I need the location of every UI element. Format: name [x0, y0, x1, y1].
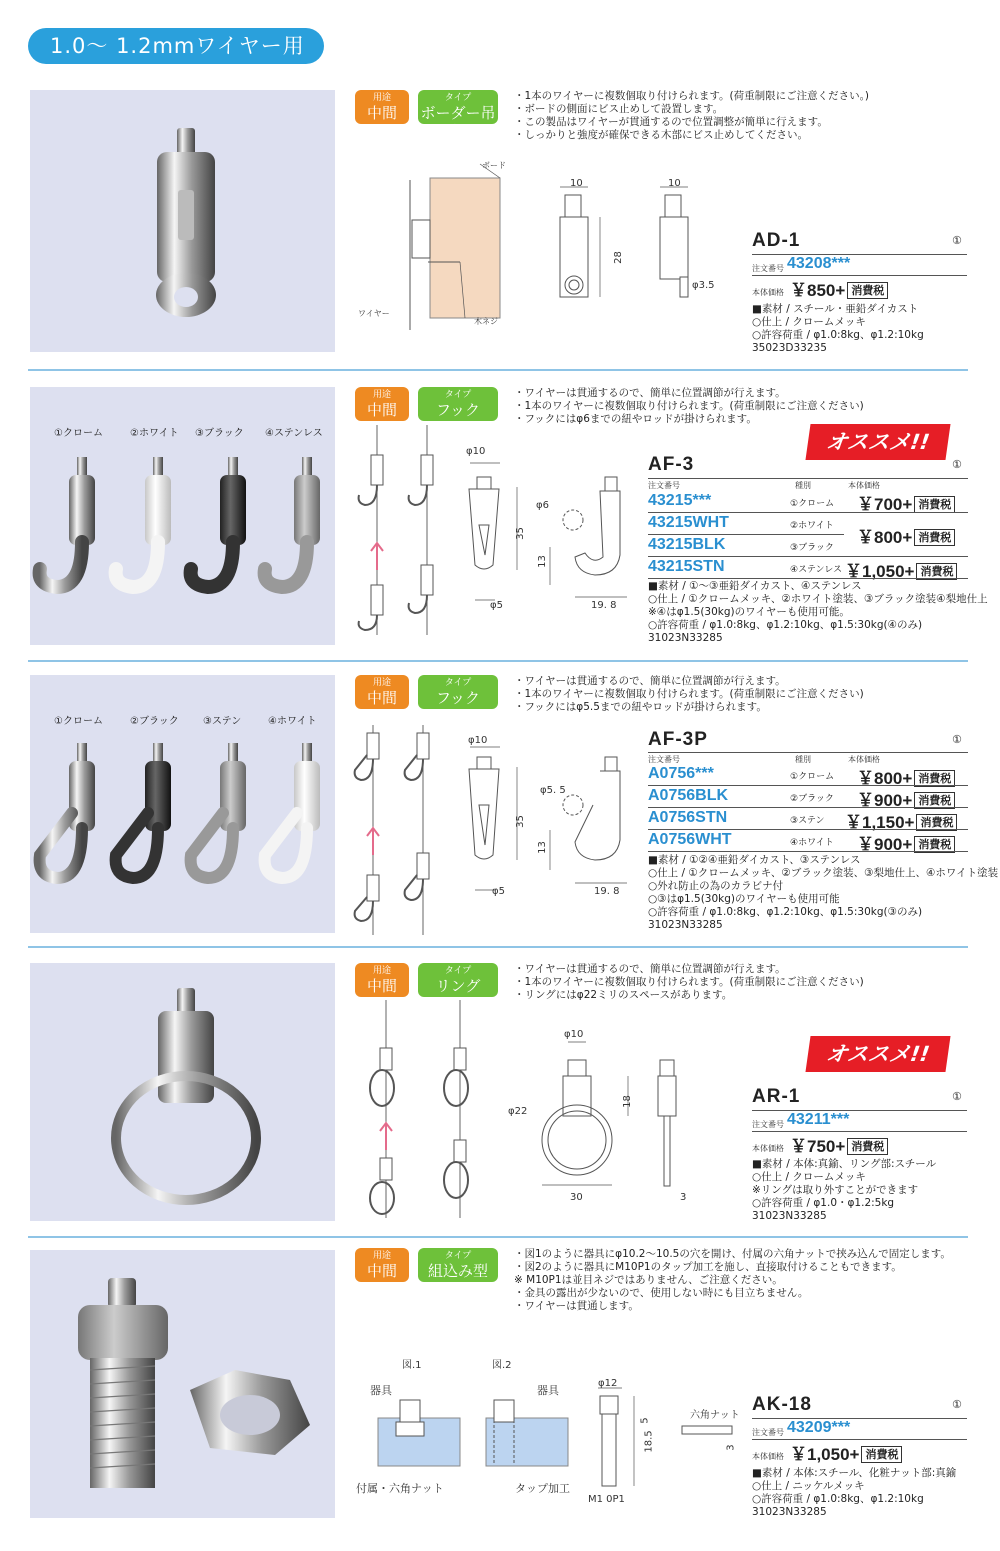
ad1-notes: ・1本のワイヤーに複数個取り付けられます。(荷重制限にご注意ください。) ・ボードの側面にビス止めして設置します。 ・この製品はワイヤーが貫通するので位置調整が簡単に行えます。 ・しっかりと強度が確保できる木部にビス止めしてください。	[514, 90, 869, 141]
ad1-spec: ■素材 / スチール・亜鉛ダイカスト ○仕上 / クロームメッキ ○許容荷重 / φ1.0:8kg、φ1.2:10kg 35023D33235	[752, 303, 924, 354]
dim-30: 30	[570, 1192, 583, 1203]
order-number: A0756WHT	[648, 831, 732, 848]
model-rule	[648, 478, 968, 479]
price: ￥1,050+ 消費税	[845, 557, 957, 582]
dim-28: 28	[612, 251, 624, 264]
dim-13: 13	[536, 841, 548, 854]
dim-phi35: φ3.5	[692, 280, 715, 291]
dim-198: 19. 8	[591, 600, 617, 611]
order-number: A0756***	[648, 765, 714, 782]
price: ￥1,150+ 消費税	[845, 808, 957, 833]
order-number: 43215BLK	[648, 536, 726, 553]
dim-phi10: φ10	[564, 1029, 584, 1040]
dim-phi12: φ12	[598, 1378, 618, 1389]
row-rule	[648, 534, 844, 535]
price-label: 本体価格	[752, 1452, 784, 1461]
variant-label: ②ホワイト	[130, 428, 179, 439]
circle-number: ①	[952, 1090, 962, 1103]
variant-kind: ④ステンレス	[790, 565, 842, 575]
thread-label: M1 0P1	[588, 1494, 625, 1505]
ar1-notes: ・ワイヤーは貫通するので、簡単に位置調節が行えます。 ・1本のワイヤーに複数個取り付けられます。(荷重制限にご注意ください) ・リングにはφ22ミリのスペースがあります。	[514, 963, 864, 1001]
variant-label: ④ステンレス	[265, 428, 323, 439]
fig2-label: 図.2	[492, 1360, 512, 1371]
col-price: 本体価格	[848, 755, 880, 764]
price: ￥1,050+ 消費税	[790, 1440, 902, 1465]
fig1-label: 図.1	[402, 1360, 422, 1371]
ak18-notes: ・図1のように器具にφ10.2〜10.5の穴を開け、付属の六角ナットで挟み込んで固定します。 ・図2のように器具にM10P1のタップ加工を施し、直接取付けることもできます。 ※ M10P1は並目ネジではありません、ご注意ください。 ・金具の露出が少ないので、使用しない時にも目立ちません。 ・ワイヤーは貫通します。	[514, 1248, 951, 1312]
dim-phi55: φ5. 5	[540, 785, 566, 796]
product-photo-ar1	[30, 963, 335, 1221]
dim-phi22: φ22	[508, 1106, 528, 1117]
dim-198: 19. 8	[594, 886, 620, 897]
ad1-diagram	[350, 150, 750, 350]
dim-phi6: φ6	[536, 500, 549, 511]
divider	[28, 369, 968, 371]
dim-phi10: φ10	[468, 735, 488, 746]
af3p-notes: ・ワイヤーは貫通するので、簡単に位置調節が行えます。 ・1本のワイヤーに複数個取り付けられます。(荷重制限にご注意ください) ・フックにはφ5.5までの紐やロッドが掛けられます。	[514, 675, 864, 713]
model-rule	[752, 254, 967, 255]
row-rule	[648, 851, 968, 852]
dim-phi10: φ10	[466, 446, 486, 457]
variant-label: ④ホワイト	[268, 716, 317, 727]
row-rule	[648, 578, 968, 579]
circle-number: ①	[952, 733, 962, 746]
tap-label: タップ加工	[515, 1482, 570, 1495]
dim-3: 3	[725, 1444, 737, 1451]
tool-label: 器具	[537, 1384, 559, 1397]
ar1-photo-illustration	[30, 963, 335, 1221]
col-order: 注文番号	[648, 755, 680, 764]
order-number: 43209***	[787, 1419, 851, 1436]
col-kind: 種別	[795, 481, 811, 490]
model-rule	[752, 1418, 967, 1419]
circle-number: ①	[952, 458, 962, 471]
variant-kind: ②ホワイト	[790, 521, 834, 531]
af3-notes: ・ワイヤーは貫通するので、簡単に位置調節が行えます。 ・1本のワイヤーに複数個取り付けられます。(荷重制限にご注意ください) ・フックにはφ6までの紐やロッドが掛けられます。	[514, 387, 864, 425]
nut-attached-label: 付属・六角ナット	[356, 1482, 444, 1495]
dim-35: 35	[514, 527, 526, 540]
variant-label: ③ステン	[203, 716, 242, 727]
dim-13: 13	[536, 555, 548, 568]
model-rule	[648, 752, 968, 753]
col-kind: 種別	[795, 755, 811, 764]
model-name: AK-18	[752, 1394, 812, 1415]
price: ￥700+ 消費税	[857, 490, 955, 515]
order-number: 43211***	[787, 1111, 850, 1128]
price: ￥800+ 消費税	[857, 764, 955, 789]
variant-label: ①クローム	[54, 716, 103, 727]
price: ￥850+ 消費税	[790, 276, 888, 301]
af3p-diagram	[355, 725, 655, 935]
ad1-photo-illustration	[30, 90, 335, 352]
page-title: 1.0〜 1.2mmワイヤー用	[28, 28, 324, 64]
price: ￥900+ 消費税	[857, 830, 955, 855]
price: ￥800+ 消費税	[857, 523, 955, 548]
model-name: AF-3P	[648, 729, 708, 750]
dim-10b: 10	[668, 178, 681, 189]
ak18-diagram	[360, 1370, 760, 1540]
type-tag: タイプ 組込み型	[418, 1248, 498, 1282]
recommend-badge: オススメ!!	[805, 424, 950, 460]
label-wire: ワイヤー	[358, 309, 390, 318]
price: ￥750+ 消費税	[790, 1132, 888, 1157]
variant-label: ③ブラック	[195, 428, 244, 439]
price-label: 本体価格	[752, 1144, 784, 1153]
use-tag: 用途 中間	[355, 963, 409, 997]
use-tag: 用途 中間	[355, 675, 409, 709]
order-number: 43215***	[648, 492, 712, 509]
af3p-spec: ■素材 / ①②④亜鉛ダイカスト、③ステンレス ○仕上 / ①クロームメッキ、②ブラック塗装、③梨地仕上、④ホワイト塗装 ○外れ防止の為のカラビナ付 ○③はφ1.5(30kg)のワイヤーも使用可能 ○許容荷重 / φ1.0:8kg、φ1.2:10kg、φ1.5:30kg(③のみ) 31023N33285	[648, 854, 999, 931]
circle-number: ①	[952, 1398, 962, 1411]
ak18-spec: ■素材 / 本体:スチール、化粧ナット部:真鍮 ○仕上 / ニッケルメッキ ○許容荷重 / φ1.0:8kg、φ1.2:10kg 31023N33285	[752, 1467, 957, 1518]
divider	[28, 946, 968, 948]
ak18-photo-illustration	[30, 1250, 335, 1518]
order-number: A0756STN	[648, 809, 728, 826]
order-number: 43208***	[787, 255, 851, 272]
col-price: 本体価格	[848, 481, 880, 490]
price: ￥900+ 消費税	[857, 786, 955, 811]
use-tag: 用途 中間	[355, 387, 409, 421]
order-label: 注文番号	[752, 1428, 784, 1437]
use-tag: 用途 中間	[355, 90, 409, 124]
label-board: ボード	[482, 161, 506, 170]
variant-kind: ③ステン	[790, 816, 825, 826]
model-name: AD-1	[752, 230, 801, 251]
use-tag: 用途 中間	[355, 1248, 409, 1282]
variant-kind: ③ブラック	[790, 543, 834, 553]
recommend-badge: オススメ!!	[805, 1036, 950, 1072]
af3-spec: ■素材 / ①〜③亜鉛ダイカスト、④ステンレス ○仕上 / ①クロームメッキ、②ホワイト塗装、③ブラック塗装④梨地仕上 ※④はφ1.5(30kg)のワイヤーも使用可能。 ○許容荷重 / φ1.0:8kg、φ1.2:10kg、φ1.5:30kg(④のみ) 31023N33285	[648, 580, 988, 644]
dim-phi5: φ5	[492, 886, 505, 897]
dim-3: 3	[680, 1192, 687, 1203]
type-tag: タイプ フック	[418, 675, 498, 709]
product-photo-ak18	[30, 1250, 335, 1518]
col-order: 注文番号	[648, 481, 680, 490]
ar1-diagram	[360, 1000, 700, 1220]
variant-kind: ①クローム	[790, 499, 835, 509]
dim-5: 5	[639, 1417, 651, 1424]
model-name: AF-3	[648, 454, 695, 475]
ar1-spec: ■素材 / 本体:真鍮、リング部:スチール ○仕上 / クロームメッキ ※リングは取り外すことができます ○許容荷重 / φ1.0・φ1.2:5kg 31023N33285	[752, 1158, 937, 1222]
price-label: 本体価格	[752, 288, 784, 297]
dim-185: 18.5	[643, 1430, 655, 1453]
dim-18: 18	[621, 1095, 633, 1108]
variant-kind: ②ブラック	[790, 794, 834, 804]
variant-label: ①クローム	[54, 428, 103, 439]
type-tag: タイプ リング	[418, 963, 498, 997]
circle-number: ①	[952, 234, 962, 247]
hexnut-label: 六角ナット	[690, 1410, 740, 1421]
order-number: 43215WHT	[648, 514, 729, 531]
divider	[28, 660, 968, 662]
variant-label: ②ブラック	[130, 716, 179, 727]
dim-10a: 10	[570, 178, 583, 189]
dim-phi5: φ5	[490, 600, 503, 611]
dim-35: 35	[514, 815, 526, 828]
variant-kind: ①クローム	[790, 772, 835, 782]
tool-label: 器具	[370, 1384, 392, 1397]
label-screw: 木ネジ	[474, 317, 498, 326]
type-tag: タイプ ボーダー吊り	[418, 90, 498, 124]
order-label: 注文番号	[752, 264, 784, 273]
model-name: AR-1	[752, 1086, 801, 1107]
order-label: 注文番号	[752, 1120, 784, 1129]
row-rule	[648, 512, 968, 513]
model-rule	[752, 1110, 967, 1111]
product-photo-ad1	[30, 90, 335, 352]
order-number: 43215STN	[648, 558, 725, 575]
type-tag: タイプ フック	[418, 387, 498, 421]
divider	[28, 1236, 968, 1238]
order-number: A0756BLK	[648, 787, 729, 804]
variant-kind: ④ホワイト	[790, 838, 834, 848]
